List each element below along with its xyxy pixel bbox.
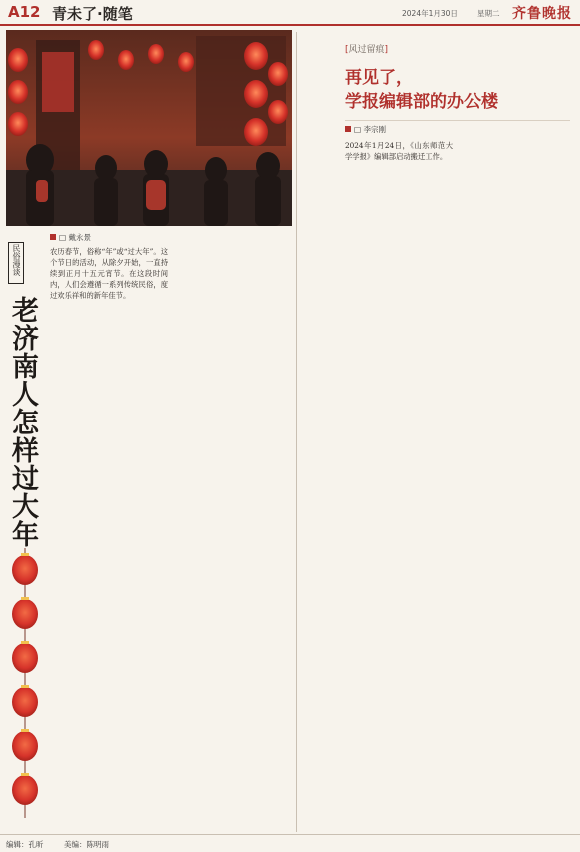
folk-custom-label-text: 民俗漫谈: [12, 244, 21, 276]
left-byline-text: □ 戴永景: [59, 233, 91, 242]
lantern-decoration: [8, 548, 42, 818]
page-footer: [0, 834, 580, 852]
photo-illustration: [6, 30, 292, 226]
title-rule: [345, 120, 570, 121]
right-title-line-2: 学报编辑部的办公楼: [345, 92, 498, 112]
folk-custom-label: [8, 242, 24, 284]
left-byline: [50, 232, 91, 243]
left-article-first-paragraph: 农历春节，俗称“年”或“过大年”。这个节日的活动，从除夕开始，一直持续到正月十五元宵节。在这段时间内，人们会遵循一系列传统民俗，度过欢乐祥和的新年佳节。: [50, 247, 168, 300]
issue-weekday: 星期二: [477, 9, 500, 18]
right-byline: [345, 124, 386, 135]
lantern-street-photo: [6, 30, 292, 226]
column-divider: [296, 32, 297, 832]
right-article-first-paragraph: 2024年1月24日，《山东师范大学学报》编辑部启动搬迁工作。: [345, 141, 453, 161]
right-article-title: [345, 66, 570, 114]
byline-marker-icon: [345, 126, 351, 132]
editor-credit: 编辑：孔昕: [6, 840, 44, 849]
newspaper-logo: 齐鲁晚报: [512, 6, 572, 22]
masthead: [0, 0, 580, 26]
right-title-line-1: 再见了，: [345, 68, 413, 88]
designer-credit: 美编：陈明雨: [64, 840, 109, 849]
section-title: 青未了·随笔: [52, 5, 133, 23]
kicker-text: 风过留痕: [348, 45, 385, 55]
issue-date: 2024年1月30日: [402, 9, 458, 18]
page-number: A12: [8, 3, 41, 21]
right-article-kicker: [风过留痕]: [345, 45, 389, 55]
byline-marker-icon: [50, 234, 56, 240]
left-article-title: 老济南人怎样过大年: [7, 296, 38, 548]
right-byline-text: □ 李宗刚: [354, 125, 386, 134]
